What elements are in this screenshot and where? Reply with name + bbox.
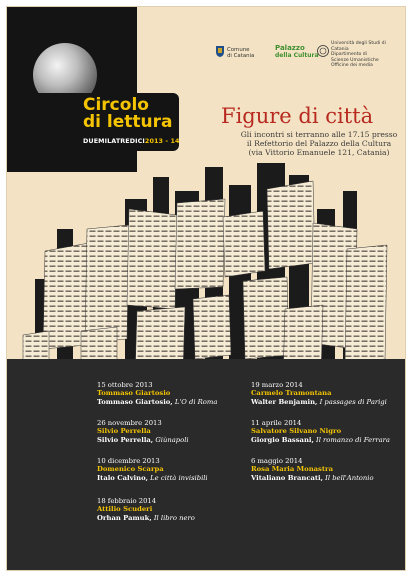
event-item: 6 maggio 2014 Rosa Maria Monastra Vitaliano Brancati, Il bell'Antonio: [251, 457, 374, 482]
brand-title: [83, 97, 179, 131]
event-item: 18 febbraio 2014 Attilio Scuderi Orhan Pamuk, Il libro nero: [97, 497, 195, 522]
event-item: 11 aprile 2014 Salvatore Silvano Nigro Giorgio Bassani, Il romanzo di Ferrara: [251, 419, 390, 444]
university-logo-text: Università degli Studi di Catania Dipartimento di Scienze Umanistiche Officine dei media: [331, 41, 386, 69]
university-seal-icon: [317, 45, 329, 57]
event-item: 19 marzo 2014 Carmelo Tramontana Walter Benjamin, I passages di Parigi: [251, 381, 387, 406]
event-item: 10 dicembre 2013 Domenico Scarpa Italo Calvino, Le città invisibili: [97, 457, 208, 482]
comune-logo-text: Comune di Catania: [227, 47, 255, 59]
event-item: 15 ottobre 2013 Tommaso Giartosio Tommaso Giartosio, L'O di Roma: [97, 381, 218, 406]
poster: [6, 6, 406, 571]
event-item: 26 novembre 2013 Silvio Perrella Silvio Perrella, Giùnapoli: [97, 419, 189, 444]
book-city-illustration: [17, 159, 391, 391]
brand-subtitle-prefix: DUEMILATREDICI: [83, 137, 145, 145]
palazzo-logo-text: Palazzo della Cultura: [275, 44, 319, 59]
brand-subtitle-years: 2013 - 14: [144, 137, 180, 145]
brand-title-line1: Circolo: [83, 95, 149, 115]
page-title: Figure di città: [221, 104, 374, 128]
city-crest-icon: [215, 45, 225, 57]
brand-subtitle: [83, 137, 180, 145]
brand-title-line2: di lettura: [83, 112, 173, 132]
event-info: Gli incontri si terranno alle 17.15 presso il Refettorio del Palazzo della Cultura (via Vittorio Emanuele 121, Catania): [240, 130, 398, 157]
partner-logos: [215, 41, 401, 69]
schedule-panel: [7, 359, 405, 570]
